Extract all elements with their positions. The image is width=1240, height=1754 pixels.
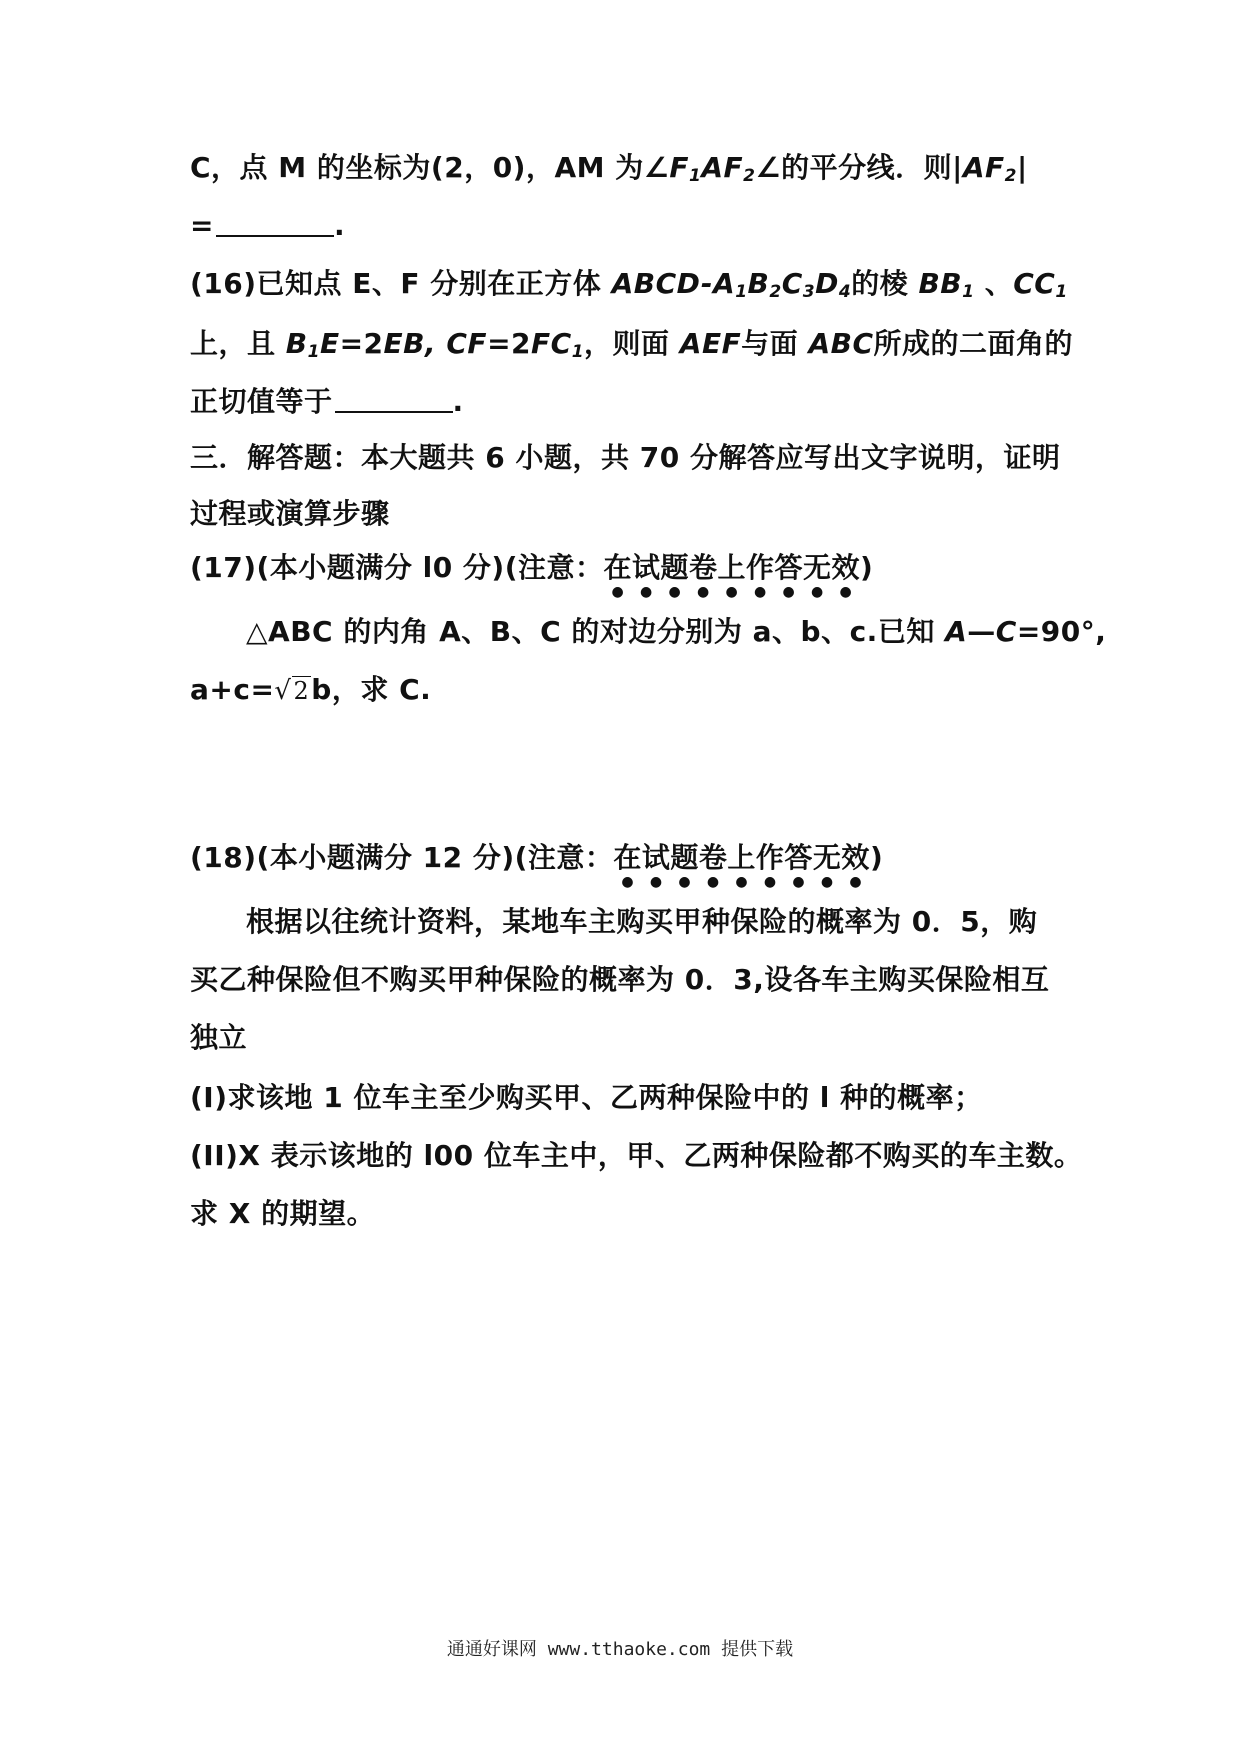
text-segment: =2: [487, 327, 532, 360]
math-var: CC: [1013, 267, 1056, 300]
text-segment: ): [869, 841, 884, 874]
subscript: 1: [735, 282, 748, 302]
equals-sign: =: [190, 209, 214, 242]
text-segment: —: [967, 615, 996, 648]
text-segment: ∠的平分线．则|: [755, 151, 963, 184]
sqrt-expression: [274, 672, 311, 709]
math-var: FC: [531, 327, 572, 360]
math-var: B: [747, 267, 770, 300]
emphasized-notice: 在试题卷上作答无效: [603, 551, 861, 584]
text-segment: |: [1016, 151, 1028, 184]
subscript: 3: [802, 282, 816, 302]
q15-continuation-line: [190, 150, 1028, 186]
text-segment: 、: [974, 267, 1014, 300]
subscript: 2: [1004, 166, 1017, 186]
subscript: 2: [769, 282, 782, 302]
math-var: F: [669, 151, 689, 184]
section-3-heading: 三．解答题：本大题共 6 小题，共 70 分解答应写出文字说明，证明: [190, 441, 1061, 474]
text-segment: C，点 M 的坐标为(2，0)，AM 为∠: [190, 151, 670, 184]
period: .: [452, 385, 464, 418]
q18-paragraph-1: 根据以往统计资料，某地车主购买甲种保险的概率为 0．5，购: [246, 905, 1038, 938]
math-var: AF: [701, 151, 744, 184]
radical-sign: √: [274, 676, 292, 706]
q18-heading: [190, 840, 883, 890]
text-segment: (18)(本小题满分 12 分)(注意：: [190, 841, 614, 874]
q18-part-i: (I)求该地 1 位车主至少购买甲、乙两种保险中的 l 种的概率；: [190, 1081, 983, 1114]
section-3-heading-cont: 过程或演算步骤: [190, 497, 390, 530]
text-segment: 正切值等于: [190, 385, 333, 418]
q17-heading: [190, 550, 873, 600]
math-var: AEF: [679, 327, 742, 360]
footer-credit: 通通好课网 www.tthaoke.com 提供下载: [446, 1639, 794, 1660]
math-var: C: [781, 267, 803, 300]
math-var: ABC: [808, 327, 874, 360]
math-var: ABCD-A: [611, 267, 736, 300]
math-var: A: [945, 615, 968, 648]
radicand: 2: [293, 677, 310, 705]
math-var: D: [815, 267, 839, 300]
math-var: E: [319, 327, 340, 360]
text-segment: =90°,: [1016, 615, 1107, 648]
text-segment: (17)(本小题满分 l0 分)(注意：: [190, 551, 604, 584]
q18-paragraph-2: 买乙种保险但不购买甲种保险的概率为 0．3,设各车主购买保险相互: [190, 963, 1050, 996]
math-var: C: [995, 615, 1017, 648]
math-var: BB: [918, 267, 963, 300]
q18-paragraph-3: 独立: [190, 1021, 248, 1054]
text-segment: ): [860, 551, 874, 584]
subscript: 1: [1055, 282, 1068, 302]
subscript: 2: [743, 166, 756, 186]
math-var: AF: [962, 151, 1005, 184]
text-segment: 与面: [741, 327, 809, 360]
text-segment: 的棱: [851, 267, 919, 300]
q18-part-ii-cont: 求 X 的期望。: [190, 1197, 376, 1230]
q18-part-ii: (II)X 表示该地的 l00 位车主中，甲、乙两种保险都不购买的车主数。: [190, 1139, 1083, 1172]
q16-line-3: [190, 384, 464, 420]
q17-body-2: [190, 672, 431, 709]
q16-line-1: [190, 266, 1068, 302]
text-segment: (16)已知点 E、F 分别在正方体: [190, 267, 612, 300]
emphasized-notice: 在试题卷上作答无效: [613, 841, 870, 874]
subscript: 1: [571, 342, 585, 362]
subscript: 1: [962, 282, 975, 302]
math-var: EB, CF: [383, 327, 488, 360]
text-segment: =2: [339, 327, 384, 360]
q15-answer-line: [190, 208, 345, 244]
subscript: 4: [838, 282, 852, 302]
text-segment: 上，且: [190, 327, 286, 360]
math-var: B: [285, 327, 308, 360]
answer-blank: [335, 387, 453, 413]
text-segment: △ABC 的内角 A、B、C 的对边分别为 a、b、c.已知: [246, 615, 946, 648]
text-segment: ，则面: [584, 327, 680, 360]
q17-body-1: [246, 614, 1106, 650]
q16-line-2: [190, 326, 1073, 362]
text-segment: b，求 C.: [311, 673, 432, 706]
period: .: [333, 209, 346, 242]
subscript: 1: [689, 166, 702, 186]
subscript: 1: [307, 342, 320, 362]
text-segment: a+c=: [190, 673, 275, 706]
answer-blank: [216, 211, 334, 237]
text-segment: 所成的二面角的: [873, 327, 1074, 360]
